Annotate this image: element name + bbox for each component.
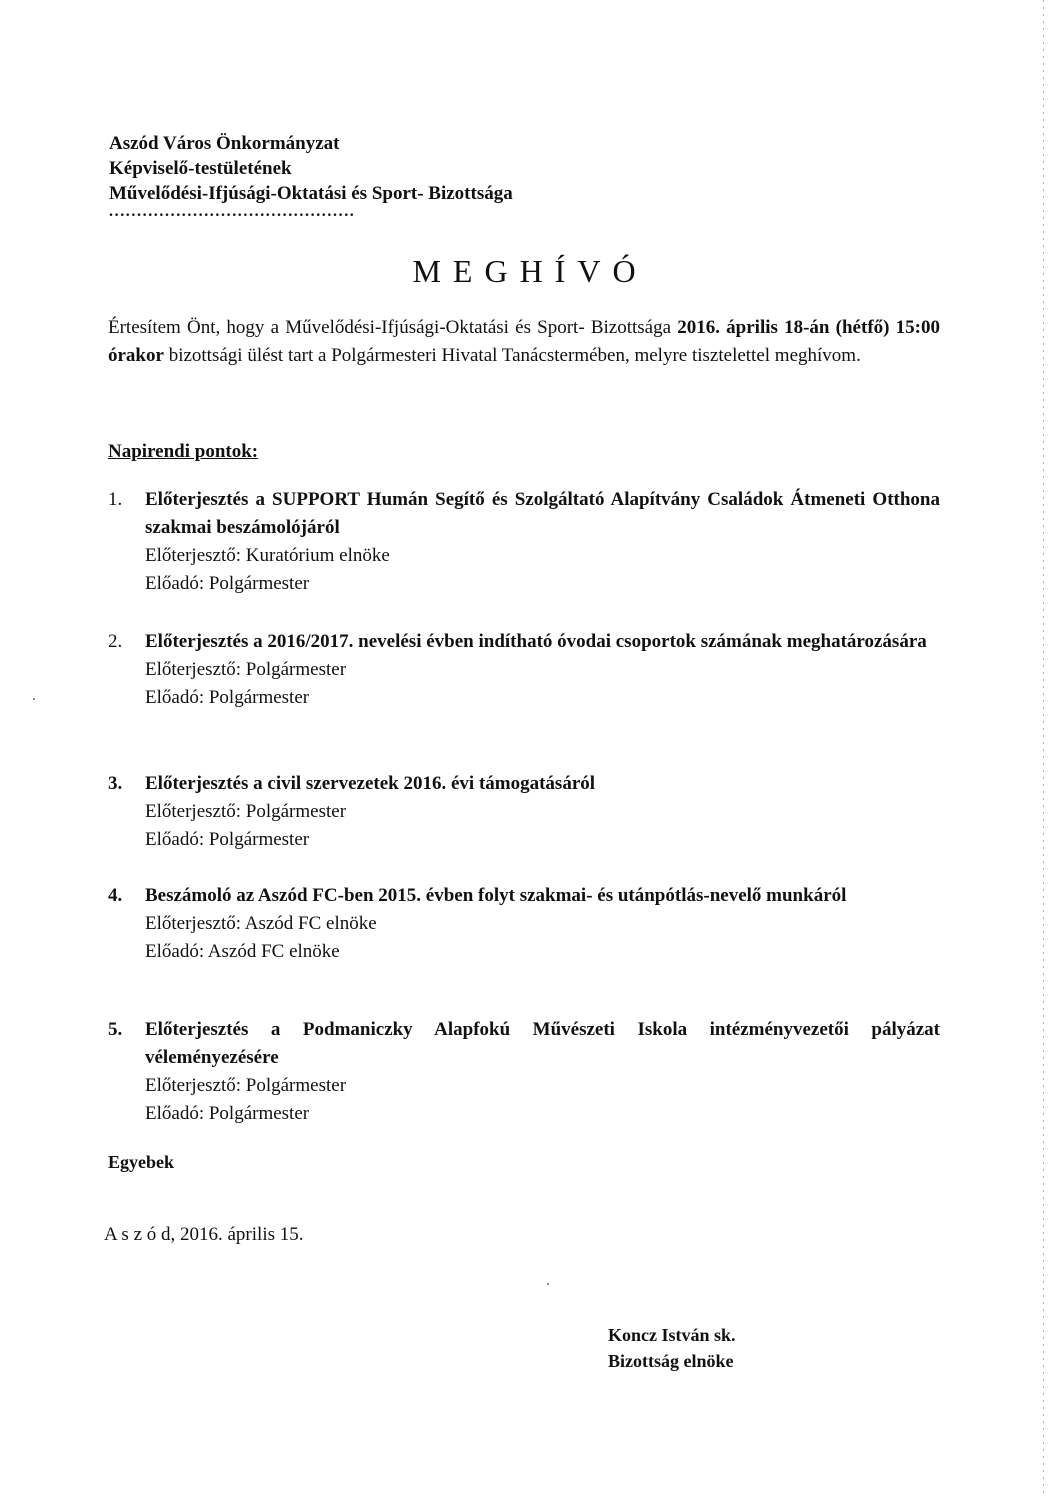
misc-heading: Egyebek: [108, 1152, 175, 1172]
agenda-item-presenter: Előterjesztő: Polgármester: [145, 801, 347, 822]
header-council: Képviselő-testületének: [109, 158, 292, 179]
intro-paragraph: [108, 314, 940, 370]
header-committee: Művelődési-Ifjúsági-Oktatási és Sport- Bizottsága: [109, 183, 513, 204]
agenda-item-presenter: Előterjesztő: Aszód FC elnöke: [145, 913, 377, 934]
agenda-item-speaker: Előadó: Polgármester: [145, 573, 310, 594]
agenda-item-number: 2.: [108, 631, 123, 652]
document-title: MEGHÍVÓ: [412, 253, 648, 289]
intro-text-1: Értesítem Önt, hogy a Művelődési-Ifjúsági-Oktatási és Sport- Bizottsága: [108, 317, 678, 338]
agenda-item-title: Előterjesztés a civil szervezetek 2016. évi támogatásáról: [145, 773, 596, 794]
intro-date-time: 2016. április 18-án (hétfő) 15:00 órakor: [108, 317, 940, 366]
agenda-item-presenter: Előterjesztő: Polgármester: [145, 659, 347, 680]
scan-edge-artifact: [1043, 0, 1044, 1497]
signature-name: Koncz István sk.: [608, 1325, 736, 1345]
signature-role: Bizottság elnöke: [608, 1351, 734, 1371]
agenda-item: [108, 628, 940, 712]
agenda-item-presenter: Előterjesztő: Polgármester: [145, 1075, 347, 1096]
agenda-item-number: 1.: [108, 489, 123, 510]
agenda-item-number: 5.: [108, 1019, 123, 1040]
agenda-item-presenter: Előterjesztő: Kuratórium elnöke: [145, 545, 390, 566]
scan-speck: [33, 698, 35, 700]
agenda-item-number: 3.: [108, 773, 123, 794]
agenda-item-speaker: Előadó: Polgármester: [145, 687, 310, 708]
agenda-item-title: Beszámoló az Aszód FC-ben 2015. évben folyt szakmai- és utánpótlás-nevelő munkáról: [145, 885, 847, 906]
agenda-item-speaker: Előadó: Polgármester: [145, 1103, 310, 1124]
agenda-item: [108, 882, 848, 966]
agenda-item-title: Előterjesztés a Podmaniczky Alapfokú Művészeti Iskola intézményvezetői pályázat véleményezésére: [145, 1019, 940, 1068]
agenda-item-title: Előterjesztés a 2016/2017. nevelési évben indítható óvodai csoportok számának meghatározására: [145, 631, 927, 652]
header-municipality: Aszód Város Önkormányzat: [109, 133, 340, 154]
scan-speck: [547, 1283, 549, 1285]
agenda-item: [108, 1016, 940, 1128]
place-and-date: A s z ó d, 2016. április 15.: [104, 1224, 304, 1245]
agenda-item: [108, 770, 940, 854]
agenda-item: [108, 486, 940, 598]
header-dotted-line: ............................................: [109, 203, 356, 220]
agenda-item-title: Előterjesztés a SUPPORT Humán Segítő és Szolgáltató Alapítvány Családok Átmeneti Otthona szakmai beszámolójáról: [145, 489, 940, 538]
agenda-item-speaker: Előadó: Polgármester: [145, 829, 310, 850]
agenda-item-number: 4.: [108, 885, 123, 906]
intro-text-2: bizottsági ülést tart a Polgármesteri Hivatal Tanácstermében, melyre tisztelettel meghívom.: [163, 345, 861, 366]
agenda-heading: Napirendi pontok:: [108, 441, 259, 462]
agenda-item-speaker: Előadó: Aszód FC elnöke: [145, 941, 340, 962]
